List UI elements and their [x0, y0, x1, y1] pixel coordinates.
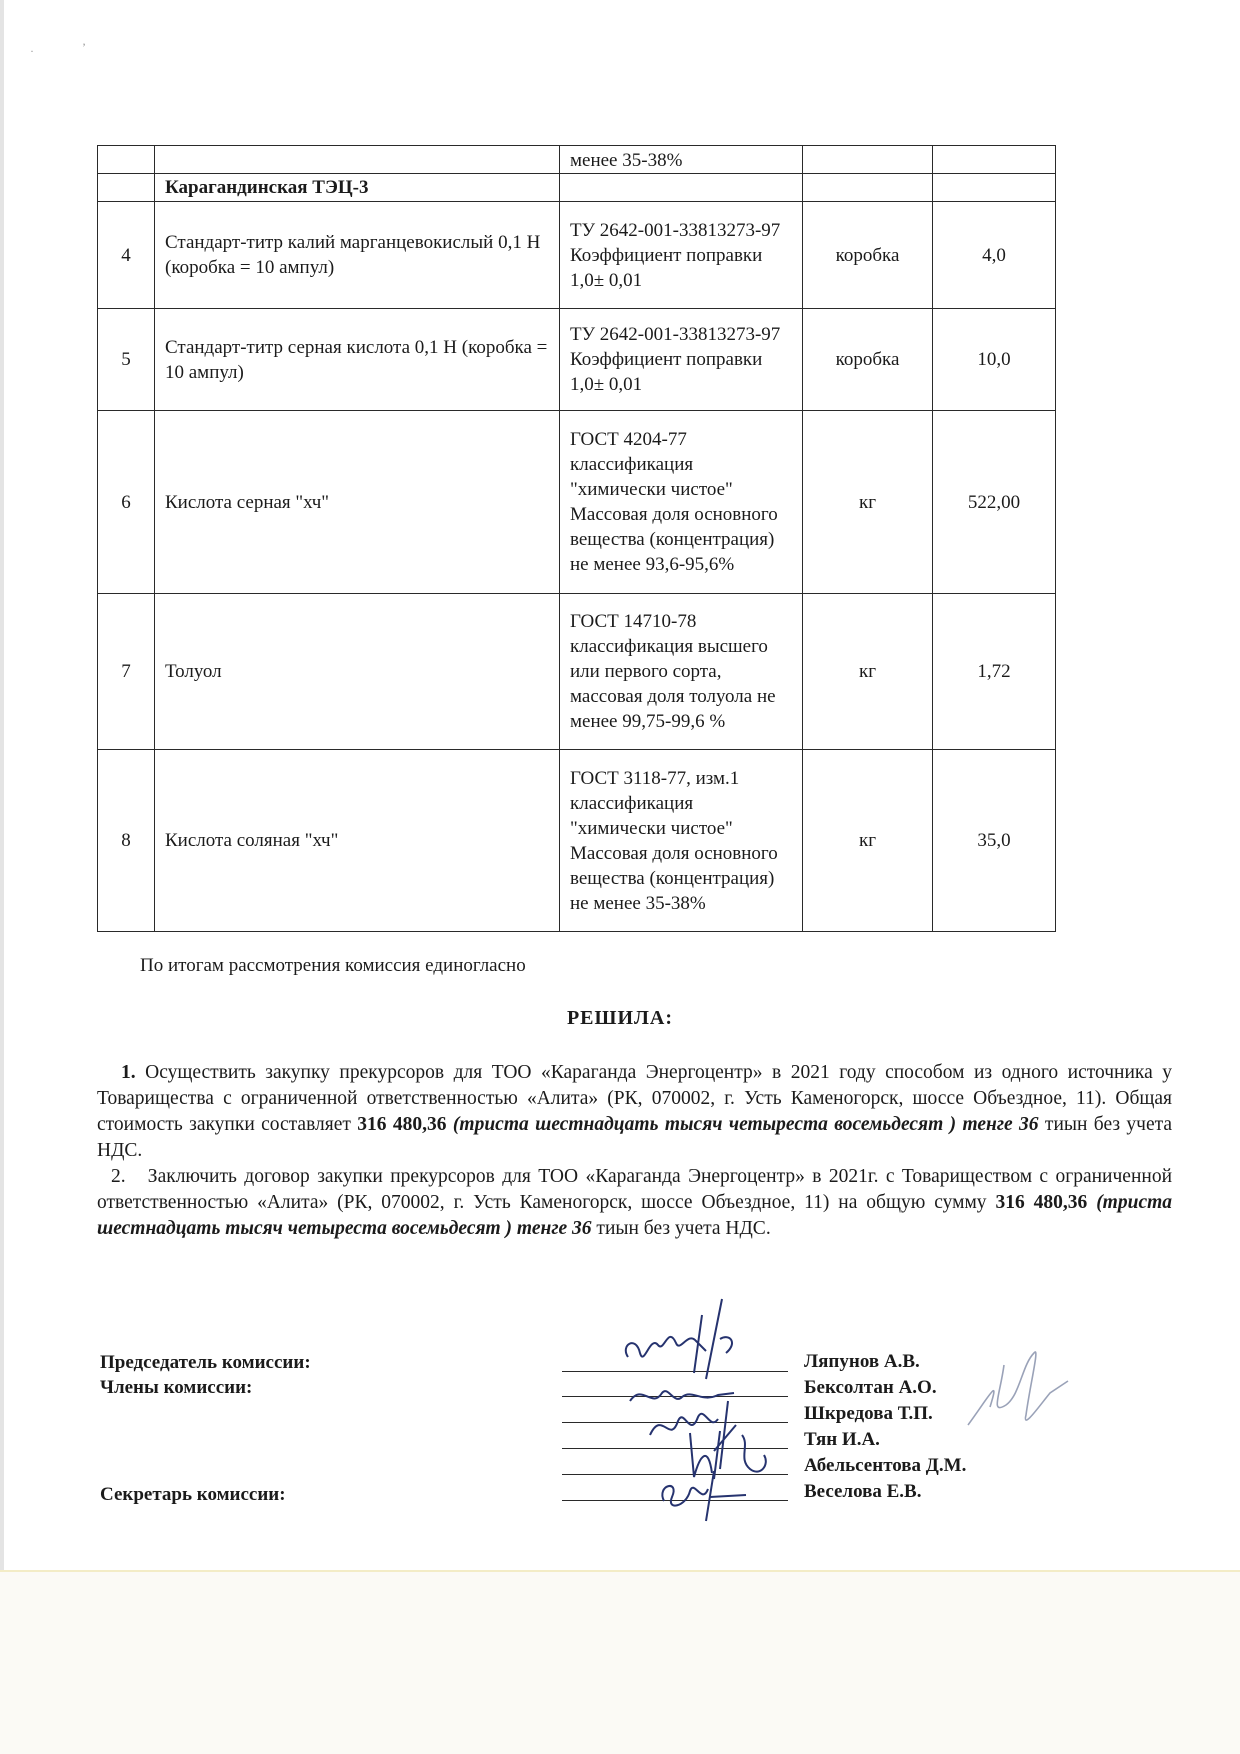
cell-spec: менее 35-38% — [560, 146, 803, 174]
member-name: Тян И.А. — [804, 1429, 880, 1450]
product-name: Кислота соляная "хч" — [155, 750, 560, 932]
member-name: Бексолтан А.О. — [804, 1377, 937, 1398]
table-row-section — [98, 174, 1056, 202]
decision-text-end: тиын без учета НДС. — [591, 1218, 771, 1239]
row-number: 4 — [98, 202, 155, 309]
cell-num — [98, 146, 155, 174]
table-row-continuation — [98, 146, 1056, 174]
handwritten-signature — [610, 1295, 750, 1385]
chairman-label: Председатель комиссии: — [100, 1352, 311, 1373]
product-name: Стандарт-титр калий марганцевокислый 0,1 Н (коробка = 10 ампул) — [155, 202, 560, 309]
amount: 316 480,36 — [995, 1192, 1088, 1213]
amount-words: (триста шестнадцать тысяч четыреста восемьдесят ) тенге 36 — [452, 1114, 1039, 1135]
scan-speck: ’ — [82, 40, 86, 54]
precursors-table — [97, 145, 1056, 932]
member-name: Веселова Е.В. — [804, 1481, 922, 1502]
unit: коробка — [803, 309, 933, 411]
handwritten-signature — [960, 1335, 1080, 1445]
cell-qty — [933, 146, 1056, 174]
decision-text: Осуществить закупку прекурсоров для ТОО «Караганда Энергоцентр» в 2021 году способом из одного источника у Товарищества с ограниченной ответственностью «Алита» (РК, 070002, г. Усть Каменогорск, шоссе Объездное, 11). Общая стоимость закупки составляет — [97, 1062, 1172, 1135]
member-name: Шкредова Т.П. — [804, 1403, 933, 1424]
scan-edge — [0, 0, 4, 1754]
table-row — [98, 309, 1056, 411]
table-row — [98, 750, 1056, 932]
quantity: 522,00 — [933, 411, 1056, 594]
member-name: Абельсентова Д.М. — [804, 1455, 967, 1476]
unit: коробка — [803, 202, 933, 309]
cell-unit — [803, 174, 933, 202]
table-row — [98, 411, 1056, 594]
product-spec: ГОСТ 4204-77 классификация "химически чистое" Массовая доля основного вещества (концентрация) не менее 93,6-95,6% — [560, 411, 803, 594]
product-spec: ТУ 2642-001-33813273-97 Коэффициент поправки 1,0± 0,01 — [560, 309, 803, 411]
product-name: Стандарт-титр серная кислота 0,1 Н (коробка = 10 ампул) — [155, 309, 560, 411]
quantity: 4,0 — [933, 202, 1056, 309]
row-number: 5 — [98, 309, 155, 411]
scan-speck: · — [30, 44, 34, 58]
unit: кг — [803, 594, 933, 750]
row-number: 7 — [98, 594, 155, 750]
product-name: Толуол — [155, 594, 560, 750]
secretary-label: Секретарь комиссии: — [100, 1484, 286, 1505]
table-row — [98, 202, 1056, 309]
decision-number: 1. — [121, 1062, 136, 1083]
unit: кг — [803, 750, 933, 932]
cell-unit — [803, 146, 933, 174]
amount-words: (триста шестнадцать тысяч четыреста восемьдесят ) тенге 36 — [97, 1192, 1173, 1239]
cell-qty — [933, 174, 1056, 202]
handwritten-signature — [650, 1465, 750, 1525]
amount: 316 480,36 — [357, 1114, 447, 1135]
row-number: 8 — [98, 750, 155, 932]
decision-text: Заключить договор закупки прекурсоров для ТОО «Караганда Энергоцентр» в 2021г. с Товариществом с ограниченной ответственностью «Алита» (РК, 070002, г. Усть Каменогорск, шоссе Объездное, 11) на общую сумму — [97, 1166, 1173, 1213]
product-name: Кислота серная "хч" — [155, 411, 560, 594]
quantity: 35,0 — [933, 750, 1056, 932]
intro-text: По итогам рассмотрения комиссия единогласно — [140, 955, 526, 976]
unit: кг — [803, 411, 933, 594]
product-spec: ТУ 2642-001-33813273-97 Коэффициент поправки 1,0± 0,01 — [560, 202, 803, 309]
decision-item-1 — [97, 1060, 1172, 1164]
decision-item-2 — [97, 1164, 1172, 1242]
decision-text-end: тиын без учета НДС. — [97, 1114, 1173, 1161]
quantity: 10,0 — [933, 309, 1056, 411]
quantity: 1,72 — [933, 594, 1056, 750]
cell-spec — [560, 174, 803, 202]
decision-number: 2. — [111, 1166, 126, 1187]
scan-bottom-tint — [0, 1572, 1240, 1754]
cell-name — [155, 146, 560, 174]
product-spec: ГОСТ 14710-78 классификация высшего или первого сорта, массовая доля толуола не менее 99,75-99,6 % — [560, 594, 803, 750]
row-number: 6 — [98, 411, 155, 594]
table-row — [98, 594, 1056, 750]
cell-num — [98, 174, 155, 202]
product-spec: ГОСТ 3118-77, изм.1 классификация "химически чистое" Массовая доля основного вещества (концентрация) не менее 35-38% — [560, 750, 803, 932]
members-label: Члены комиссии: — [100, 1377, 253, 1398]
member-name: Ляпунов А.В. — [804, 1351, 920, 1372]
section-title: Карагандинская ТЭЦ-3 — [155, 174, 560, 202]
resolved-heading: РЕШИЛА: — [566, 1007, 674, 1029]
